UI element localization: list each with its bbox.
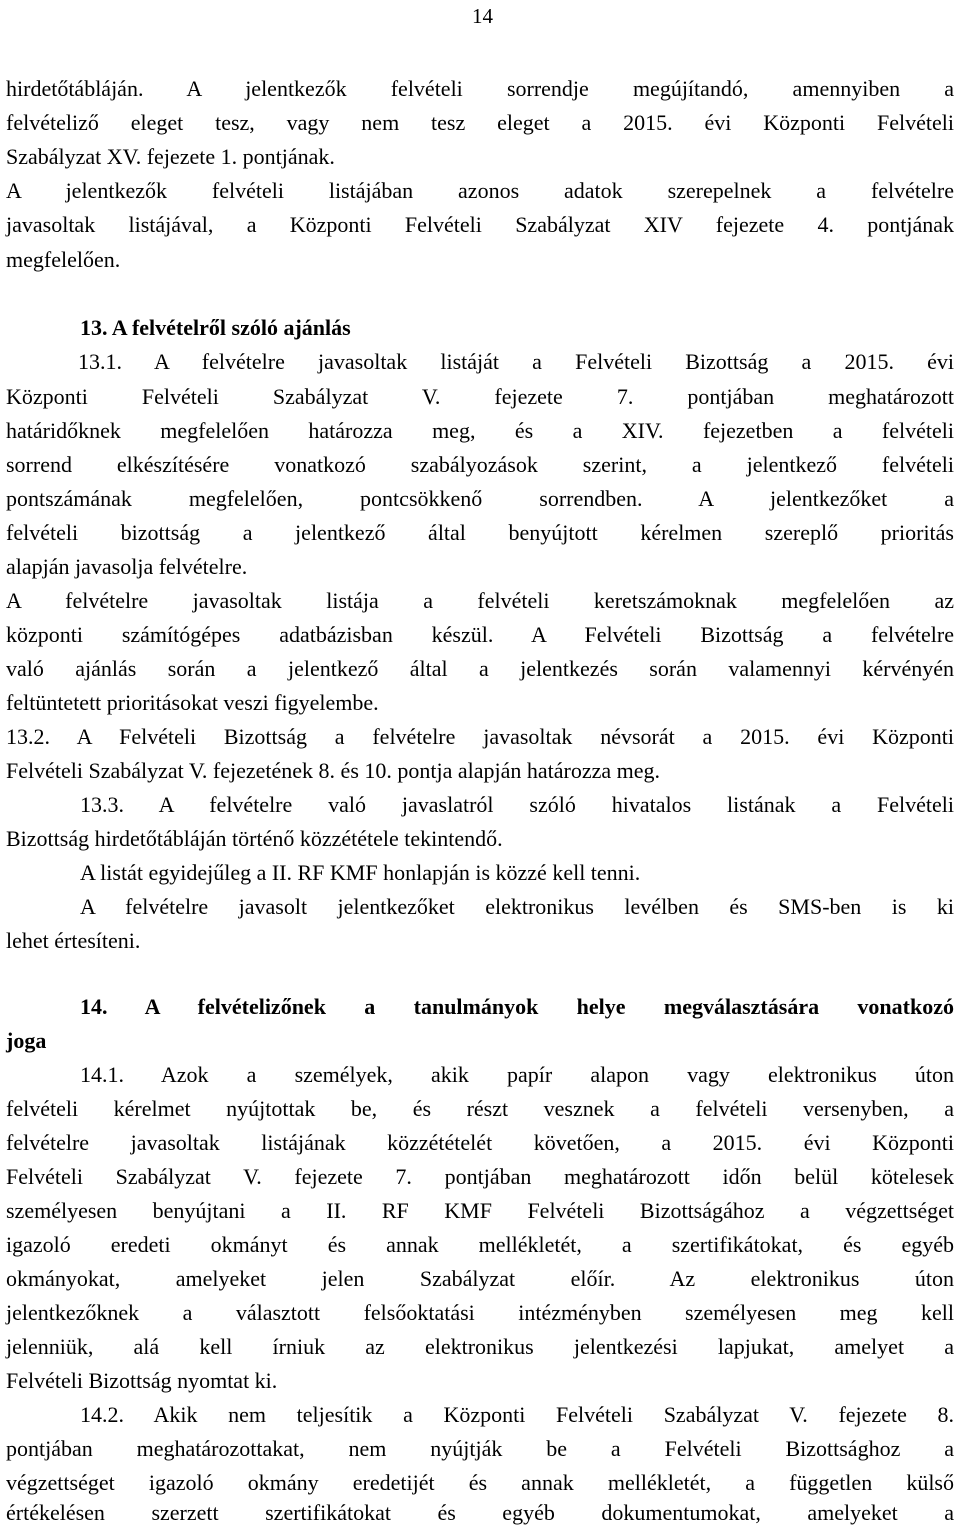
page-number: 14	[472, 4, 493, 28]
text-line: felvételre javasoltak listájának közzétételét követően, a 2015. évi Központi	[6, 1130, 954, 1155]
text-line: Felvételi Szabályzat V. fejezete 7. pontjában meghatározott időn belül kötelesek	[6, 1164, 954, 1189]
text-line: Bizottság hirdetőtábláján történő közzététele tekintendő.	[6, 826, 503, 851]
text-line: felvételi kérelmet nyújtottak be, és részt vesznek a felvételi versenyben, a	[6, 1096, 954, 1121]
section-heading-14-cont: joga	[6, 1028, 47, 1053]
text-line: központi számítógépes adatbázisban készül. A Felvételi Bizottság a felvételre	[6, 622, 954, 647]
text-line: A listát egyidejűleg a II. RF KMF honlapján is közzé kell tenni.	[80, 860, 641, 885]
text-line: hirdetőtábláján. A jelentkezők felvételi sorrendje megújítandó, amennyiben a	[6, 76, 954, 101]
section-heading-13: 13. A felvételről szóló ajánlás	[80, 315, 351, 340]
text-line: felvételi bizottság a jelentkező által benyújtott kérelmen szereplő prioritás	[6, 520, 954, 545]
text-line: 13.2. A Felvételi Bizottság a felvételre javasoltak névsorát a 2015. évi Központi	[6, 724, 954, 749]
text-line: felvételiző eleget tesz, vagy nem tesz eleget a 2015. évi Központi Felvételi	[6, 110, 954, 135]
text-line: megfelelően.	[6, 247, 121, 272]
section-heading-14: 14. A felvételizőnek a tanulmányok helye megválasztására vonatkozó	[80, 994, 954, 1019]
text-line: értékelésen szerzett szertifikátokat és egyéb dokumentumokat, amelyeket a	[6, 1500, 954, 1525]
text-line: A jelentkezők felvételi listájában azonos adatok szerepelnek a felvételre	[6, 178, 954, 203]
text-line: okmányokat, amelyeket jelen Szabályzat előír. Az elektronikus úton	[6, 1266, 954, 1291]
text-line: végzettséget igazoló okmány eredetijét és annak mellékletét, a független külső	[6, 1470, 954, 1495]
text-line: alapján javasolja felvételre.	[6, 554, 248, 579]
text-line: A felvételre javasolt jelentkezőket elektronikus levélben és SMS-ben is ki	[80, 894, 954, 919]
text-line: 13.1. A felvételre javasoltak listáját a Felvételi Bizottság a 2015. évi	[78, 349, 954, 374]
text-line: 13.3. A felvételre való javaslatról szóló hivatalos listának a Felvételi	[80, 792, 954, 817]
text-line: Felvételi Szabályzat V. fejezetének 8. és 10. pontja alapján határozza meg.	[6, 758, 661, 783]
text-line: pontjában meghatározottakat, nem nyújtják be a Felvételi Bizottsághoz a	[6, 1436, 954, 1461]
text-line: jelenniük, alá kell írniuk az elektronikus jelentkezési lapjukat, amelyet a	[6, 1334, 954, 1359]
text-line: igazoló eredeti okmányt és annak mellékletét, a szertifikátokat, és egyéb	[6, 1232, 954, 1257]
text-line: Szabályzat XV. fejezete 1. pontjának.	[6, 144, 335, 169]
text-line: lehet értesíteni.	[6, 928, 141, 953]
text-line: jelentkezőknek a választott felsőoktatási intézményben személyesen meg kell	[6, 1300, 954, 1325]
text-line: A felvételre javasoltak listája a felvételi keretszámoknak megfelelően az	[6, 588, 954, 613]
text-line: Felvételi Bizottság nyomtat ki.	[6, 1368, 278, 1393]
text-line: személyesen benyújtani a II. RF KMF Felvételi Bizottságához a végzettséget	[6, 1198, 954, 1223]
text-line: 14.2. Akik nem teljesítik a Központi Felvételi Szabályzat V. fejezete 8.	[80, 1402, 954, 1427]
text-line: sorrend elkészítésére vonatkozó szabályozások szerint, a jelentkező felvételi	[6, 452, 954, 477]
text-line: pontszámának megfelelően, pontcsökkenő sorrendben. A jelentkezőket a	[6, 486, 954, 511]
text-line: feltüntetett prioritásokat veszi figyelembe.	[6, 690, 379, 715]
text-line: való ajánlás során a jelentkező által a jelentkezés során valamennyi kérvényén	[6, 656, 954, 681]
text-line: 14.1. Azok a személyek, akik papír alapon vagy elektronikus úton	[80, 1062, 954, 1087]
text-line: javasoltak listájával, a Központi Felvételi Szabályzat XIV fejezete 4. pontjának	[6, 212, 954, 237]
text-line: határidőknek megfelelően határozza meg, és a XIV. fejezetben a felvételi	[6, 418, 954, 443]
text-line: Központi Felvételi Szabályzat V. fejezete 7. pontjában meghatározott	[6, 384, 954, 409]
